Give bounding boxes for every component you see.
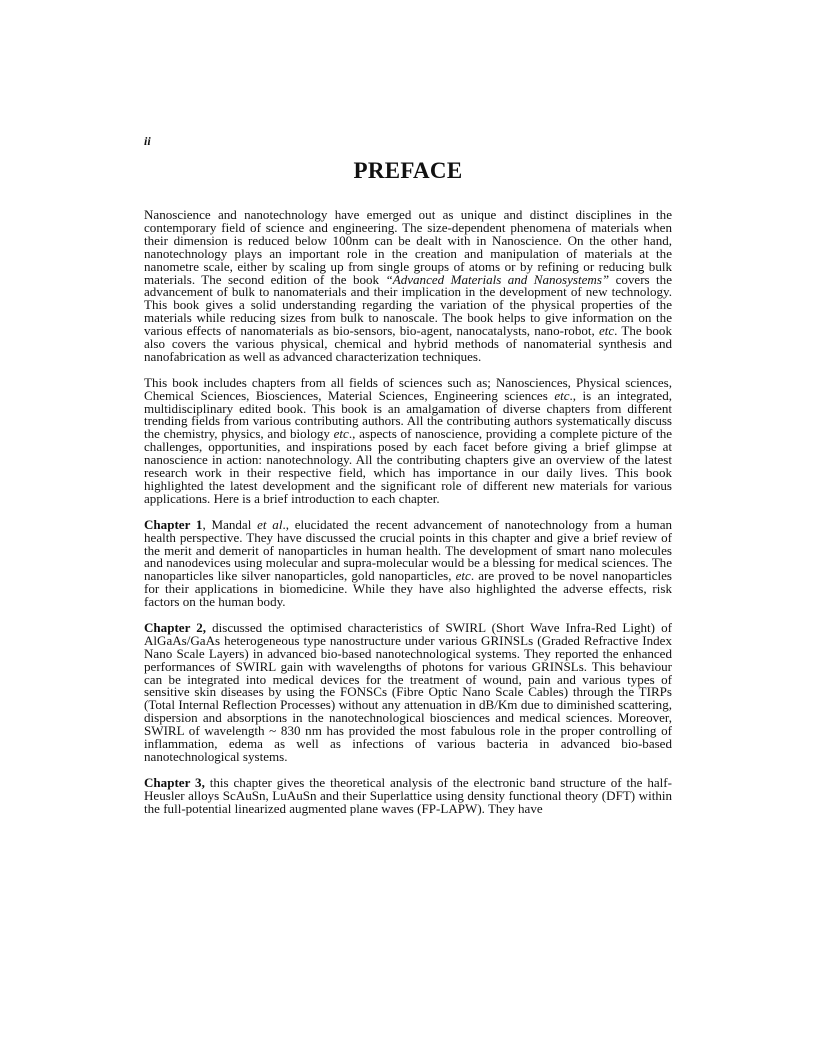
text-segment: ., is an integrated, multidisciplinary edited book. This book is an amalgamation of diverse chapters from different trending fields from various contributing authors. All the contributing authors systematically discuss the chemistry, physics, and biology (144, 387, 672, 442)
text-segment: this chapter gives the theoretical analysis of the electronic band structure of the half-Heusler alloys ScAuSn, LuAuSn and their Superlattice using density functional theory (DFT) within the full-potential linearized augmented plane waves (FP-LAPW). They have (144, 774, 672, 816)
chapter-heading: Chapter 2, (144, 619, 207, 635)
paragraph-chapter-3 (144, 774, 672, 816)
etc-italic: etc (554, 387, 570, 403)
page-number: ii (144, 134, 151, 148)
text-segment: covers the advancement of bulk to nanomaterials and their implication in the development of new technology. This book gives a solid understanding regarding the variation of the physical properties of the materials while reducing sizes from bulk to nanoscale. The book helps to give information on the various effects of nanomaterials as bio-sensors, bio-agent, nanocatalysts, nano-robot, (144, 271, 673, 339)
text-segment: ., elucidated the recent advancement of nanotechnology from a human health perspective. They have discussed the crucial points in this chapter and give a brief review of the merit and demerit of nanoparticles in human health. The development of smart nano molecules and nanodevices using molecular and supra-molecular would be a blessing for medical sciences. The nanoparticles like silver nanoparticles, gold nanoparticles, (144, 516, 673, 584)
paragraph-intro (144, 209, 672, 364)
text-segment: . The book also covers the various physical, chemical and hybrid methods of nanomaterial synthesis and nanofabrication as well as advanced characterization techniques. (144, 323, 672, 364)
book-title-italic: “Advanced Materials and Nanosystems” (385, 271, 610, 287)
text-segment: discussed the optimised characteristics of SWIRL (Short Wave Infra-Red Light) of AlGaAs/GaAs heterogeneous type nanostructure under various GRINSLs (Graded Refractive Index Nano Scale Layers) in advanced bio-based nanotechnological systems. They reported the enhanced performances of SWIRL gain with wavelengths of photons for various GRINSLs. This behaviour can be integrated into medical devices for the treatment of wound, pain and various types of sensitive skin diseases by using the FONSCs (Fibre Optic Nano Scale Cables) through the TIRPs (Total Internal Reflection Processes) without any attenuation in dB/Km due to diminished scattering, dispersion and absorptions in the nanotechnological biosciences and medical sciences. Moreover, SWIRL of wavelength ~ 830 nm has provided the most fabulous role in the proper controlling of inflammation, edema as well as infections of various bacteria in advanced bio-based nanotechnological systems. (144, 619, 672, 765)
chapter-heading: Chapter 3, (144, 774, 205, 790)
paragraph-chapter-1 (144, 516, 673, 610)
text-segment: , Mandal (202, 516, 258, 532)
page-title: PREFACE (353, 158, 463, 183)
text-segment: This book includes chapters from all fields of sciences such as; Nanosciences, Physical sciences, Chemical Sciences, Biosciences, Material Sciences, Engineering sciences (144, 374, 672, 403)
text-segment: Nanoscience and nanotechnology have emerged out as unique and distinct disciplines in the contemporary field of science and engineering. The size-dependent phenomena of materials when their dimension is reduced below 100nm can be dealt with in Nanoscience. On the other hand, nanotechnology plays an important role in the creation and manipulation of materials at the nanometre scale, either by scaling up from single groups of atoms or by refining or reducing bulk materials. The second edition of the book (144, 207, 672, 287)
etc-italic: etc (333, 426, 349, 442)
preface-body (144, 209, 672, 828)
text-segment: ., aspects of nanoscience, providing a complete picture of the challenges, opportunities, and inspirations posed by each facet before giving a brief glimpse at nanoscience in action: nanotechnology. All the contributing chapters give an overview of the latest research work in their respective field, which has importance in our daily lives. This book highlighted the latest development and the significant role of different new materials for various applications. Here is a brief introduction to each chapter. (144, 426, 673, 506)
text-segment: . are proved to be novel nanoparticles for their applications in biomedicine. While they have also highlighted the adverse effects, risk factors on the human body. (144, 568, 672, 610)
chapter-heading: Chapter 1 (144, 516, 203, 532)
etc-italic: etc (455, 568, 471, 584)
etc-italic: etc (598, 323, 615, 339)
paragraph-chapter-2 (144, 619, 672, 765)
paragraph-scope (144, 374, 673, 506)
et-al-italic: et al (257, 516, 283, 532)
